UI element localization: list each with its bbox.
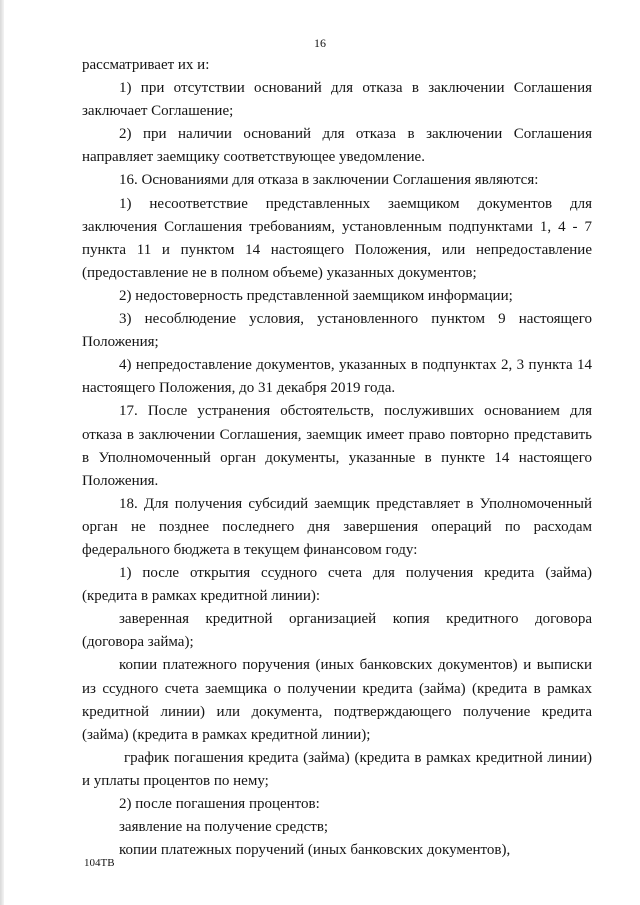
paragraph-section-17: 17. После устранения обстоятельств, послуживших основанием для отказа в заключении Соглашения, заемщик имеет право повторно представить в Уполномоченный орган документы, указанные в пункте 14 настоящего Положения. xyxy=(82,403,592,489)
paragraph-item: 1) после открытия ссудного счета для получения кредита (займа) (кредита в рамках кредитной линии): xyxy=(82,565,592,605)
paragraph-item: 1) несоответствие представленных заемщиком документов для заключения Соглашения требованиям, установленным подпунктами 1, 4 - 7 пункта 11 и пунктом 14 настоящего Положения, или непредоставление (предоставление не в полном объеме) указанных документов; xyxy=(82,195,592,281)
paragraph-item: 4) непредоставление документов, указанных в подпунктах 2, 3 пункта 14 настоящего Положения, до 31 декабря 2019 года. xyxy=(82,357,592,397)
paragraph-item: 2) после погашения процентов: xyxy=(119,796,320,812)
paragraph-intro: рассматривает их и: xyxy=(82,57,210,73)
page-number: 16 xyxy=(314,36,326,50)
paragraph-section-18: 18. Для получения субсидий заемщик представляет в Уполномоченный орган не позднее последнего дня завершения операций по расходам федерального бюджета в текущем финансовом году: xyxy=(82,495,592,558)
paragraph-item: заявление на получение средств; xyxy=(119,819,329,836)
paragraph-item: 2) при наличии оснований для отказа в заключении Соглашения направляет заемщику соответствующее уведомление. xyxy=(82,126,592,166)
paragraph-item: график погашения кредита (займа) (кредита в рамках кредитной линии) и уплаты процентов по нему; xyxy=(82,749,592,789)
paragraph-item: заверенная кредитной организацией копия кредитного договора (договора займа); xyxy=(82,611,592,651)
paragraph-section-16: 16. Основаниями для отказа в заключении Соглашения являются: xyxy=(119,172,539,189)
paragraph-item: 3) несоблюдение условия, установленного пунктом 9 настоящего Положения; xyxy=(82,311,592,351)
document-code: 104ТВ xyxy=(84,857,115,869)
document-body xyxy=(82,54,592,862)
paragraph-item: копии платежных поручений (иных банковских документов), xyxy=(119,842,511,859)
paragraph-item: 1) при отсутствии оснований для отказа в заключении Соглашения заключает Соглашение; xyxy=(82,80,592,120)
paragraph-item: 2) недостоверность представленной заемщиком информации; xyxy=(119,287,513,304)
paragraph-item: копии платежного поручения (иных банковских документов) и выписки из ссудного счета заемщика о получении кредита (займа) (кредита в рамках кредитной линии) или документа, подтверждающего получение кредита (займа) (кредита в рамках кредитной линии); xyxy=(82,657,592,743)
scan-edge-shadow xyxy=(0,0,4,905)
